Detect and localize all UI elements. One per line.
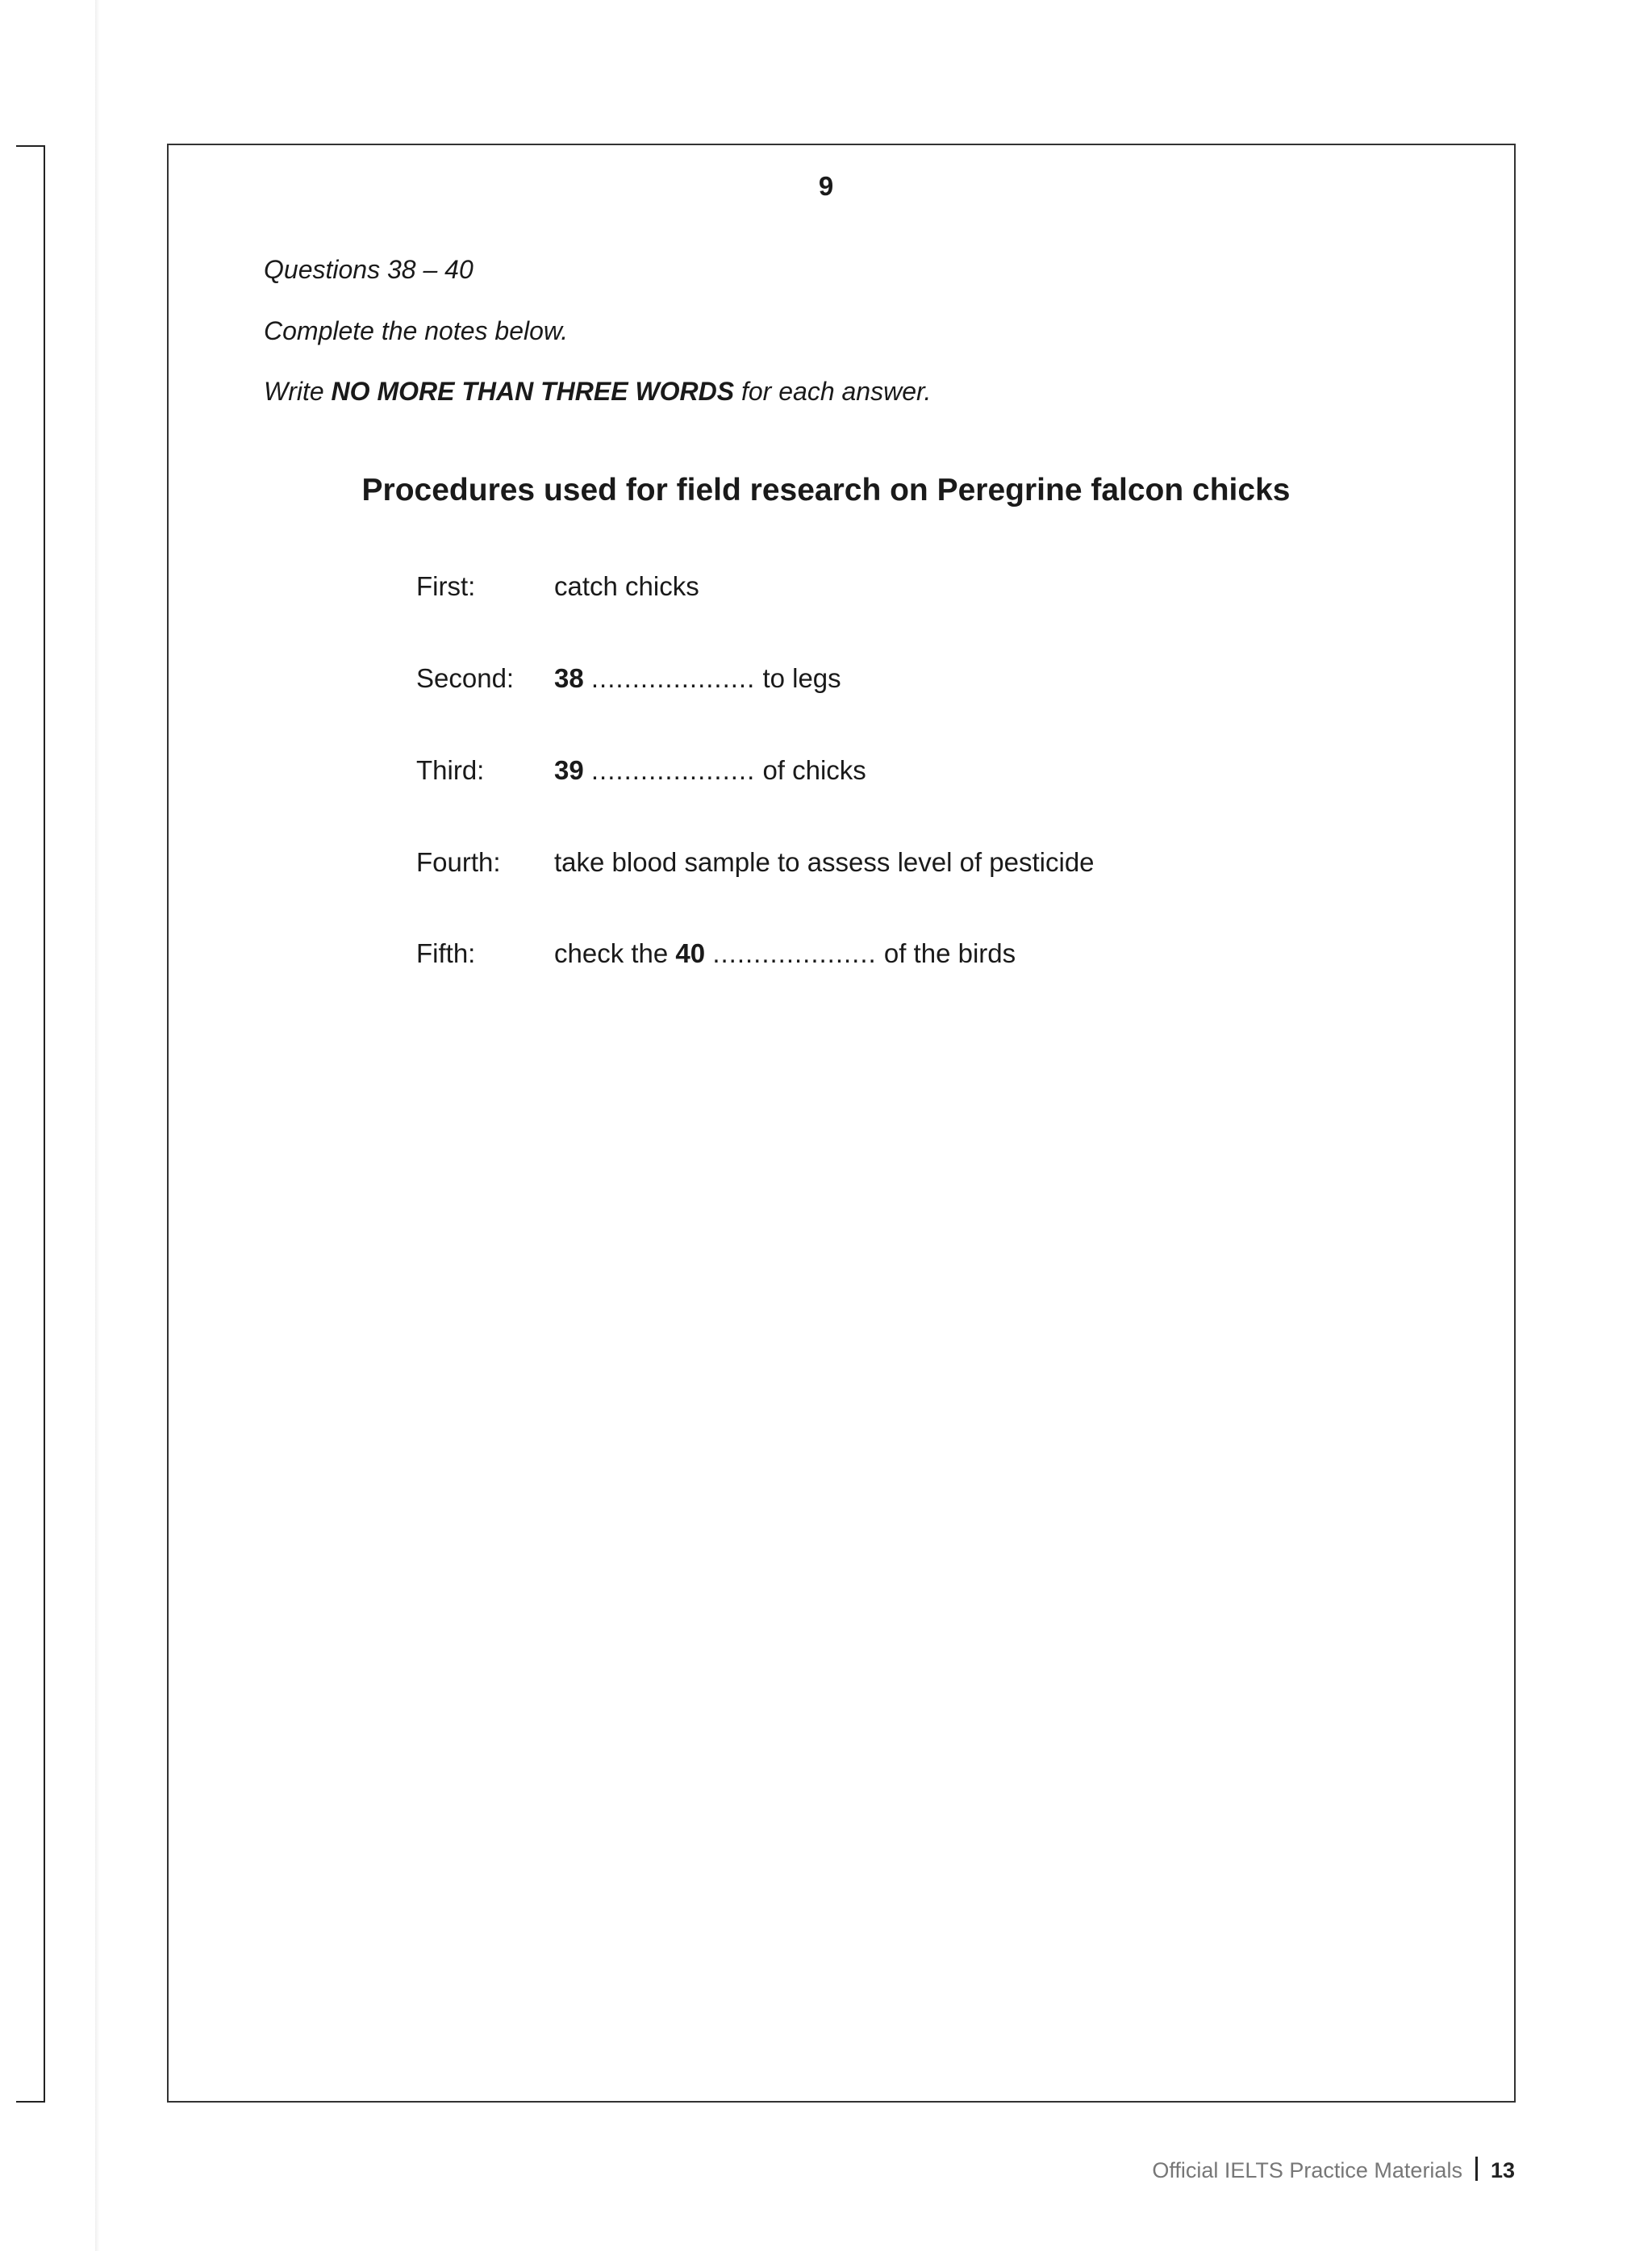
questions-range: Questions 38 – 40 (264, 255, 473, 284)
note-text (554, 571, 699, 602)
margin-bracket (16, 145, 45, 2103)
note-text-post: of the birds (883, 938, 1016, 968)
note-text (554, 755, 866, 786)
page-footer (1152, 2157, 1515, 2183)
instruction-complete: Complete the notes below. (264, 316, 569, 345)
note-text-pre: take blood sample to assess level of pesticide (554, 847, 1095, 877)
note-row-first (0, 571, 1652, 612)
note-row-fifth (0, 938, 1652, 979)
page-frame (167, 144, 1516, 2103)
note-label: First: (416, 571, 476, 601)
note-row-fourth (0, 847, 1652, 887)
note-label: Third: (416, 755, 485, 785)
section-page-number: 9 (818, 171, 834, 201)
note-text (554, 938, 1016, 969)
page-crease (95, 0, 100, 2251)
footer-page-number: 13 (1490, 2158, 1515, 2182)
instruction-word-limit-bold: NO MORE THAN THREE WORDS (331, 377, 735, 406)
note-text (554, 847, 1095, 878)
note-row-third (0, 755, 1652, 796)
notes-heading: Procedures used for field research on Peregrine falcon chicks (361, 473, 1291, 507)
instruction-word-limit (264, 377, 931, 407)
footer-source: Official IELTS Practice Materials (1152, 2158, 1462, 2182)
note-text-post: to legs (762, 663, 841, 693)
answer-blank[interactable]: .................... (712, 938, 877, 968)
answer-blank[interactable]: .................... (590, 663, 756, 693)
question-number: 40 (675, 938, 706, 968)
note-text-pre: catch chicks (554, 571, 699, 601)
instruction-write-prefix: Write (264, 377, 332, 406)
note-label: Fifth: (416, 938, 476, 968)
note-label: Fourth: (416, 847, 501, 877)
note-text-pre: check the (554, 938, 669, 968)
instruction-write-suffix: for each answer. (734, 377, 932, 406)
question-number: 38 (554, 663, 584, 693)
footer-separator (1475, 2157, 1478, 2181)
note-text (554, 663, 841, 694)
note-label: Second: (416, 663, 515, 693)
note-text-post: of chicks (762, 755, 866, 785)
question-number: 39 (554, 755, 584, 785)
answer-blank[interactable]: .................... (590, 755, 756, 785)
note-row-second (0, 663, 1652, 704)
